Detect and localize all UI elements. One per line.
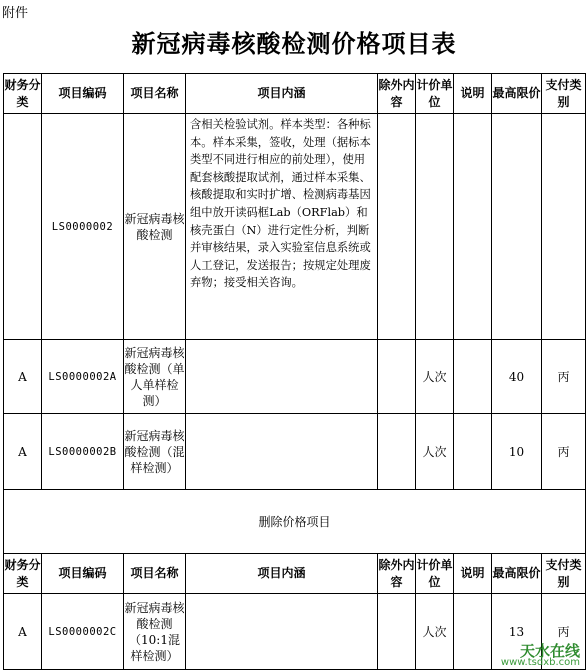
cell-content: 含相关检验试剂。样本类型：各种标本。样本采集，签收，处理（据标本类型不同进行相应的前处理），使用配套核酸提取试剂，通过样本采集、核酸提取和实时扩增、检测病毒基因组中放开读码框Lab（ORFlab）和核壳蛋白（N）进行定性分析，判断并审核结果，录入实验室信息系统或人工登记，发送报告；按规定处理废弃物；接受相关咨询。 bbox=[186, 114, 378, 340]
header-unit: 计价单位 bbox=[416, 554, 454, 594]
header-name: 项目名称 bbox=[124, 74, 186, 114]
header-name: 项目名称 bbox=[124, 554, 186, 594]
cell-pay: 丙 bbox=[542, 594, 586, 670]
cell-name: 新冠病毒核酸检测（混样检测） bbox=[124, 414, 186, 490]
cell-pay: 丙 bbox=[542, 414, 586, 490]
cell-content bbox=[186, 594, 378, 670]
cell-price: 13 bbox=[492, 594, 542, 670]
table-row bbox=[4, 414, 586, 490]
header-category: 财务分类 bbox=[4, 74, 42, 114]
table-row bbox=[4, 340, 586, 414]
cell-category: A bbox=[4, 594, 42, 670]
cell-content bbox=[186, 340, 378, 414]
header-unit: 计价单位 bbox=[416, 74, 454, 114]
watermark-site: www.tsdxb.com bbox=[500, 657, 580, 668]
header-pay: 支付类别 bbox=[542, 74, 586, 114]
cell-name: 新冠病毒核酸检测 bbox=[124, 114, 186, 340]
cell-price: 10 bbox=[492, 414, 542, 490]
header-excluded: 除外内容 bbox=[378, 74, 416, 114]
cell-name: 新冠病毒核酸检测（10:1混样检测） bbox=[124, 594, 186, 670]
cell-pay bbox=[542, 114, 586, 340]
cell-name: 新冠病毒核酸检测（单人单样检测） bbox=[124, 340, 186, 414]
header-price: 最高限价 bbox=[492, 74, 542, 114]
page-title: 新冠病毒核酸检测价格项目表 bbox=[131, 29, 457, 58]
header-note: 说明 bbox=[454, 74, 492, 114]
price-table bbox=[3, 73, 586, 670]
cell-category bbox=[4, 114, 42, 340]
cell-code: LS0000002C bbox=[42, 594, 124, 670]
header-content: 项目内涵 bbox=[186, 554, 378, 594]
watermark-logo bbox=[500, 642, 580, 668]
cell-content bbox=[186, 414, 378, 490]
cell-category: A bbox=[4, 414, 42, 490]
cell-excluded bbox=[378, 114, 416, 340]
cell-unit: 人次 bbox=[416, 414, 454, 490]
cell-price: 40 bbox=[492, 340, 542, 414]
cell-note bbox=[454, 340, 492, 414]
attachment-label: 附件 bbox=[2, 6, 29, 21]
header-code: 项目编码 bbox=[42, 74, 124, 114]
table-row bbox=[4, 114, 586, 340]
deleted-section-label: 删除价格项目 bbox=[4, 490, 586, 554]
cell-note bbox=[454, 414, 492, 490]
cell-unit bbox=[416, 114, 454, 340]
watermark-brand: 天水在线 bbox=[519, 642, 580, 660]
cell-code: LS0000002A bbox=[42, 340, 124, 414]
cell-pay: 丙 bbox=[542, 340, 586, 414]
header-price: 最高限价 bbox=[492, 554, 542, 594]
cell-unit: 人次 bbox=[416, 340, 454, 414]
header-excluded: 除外内容 bbox=[378, 554, 416, 594]
table-header-row bbox=[4, 554, 586, 594]
cell-excluded bbox=[378, 594, 416, 670]
header-note: 说明 bbox=[454, 554, 492, 594]
cell-note bbox=[454, 114, 492, 340]
cell-unit: 人次 bbox=[416, 594, 454, 670]
cell-code: LS0000002 bbox=[42, 114, 124, 340]
cell-code: LS0000002B bbox=[42, 414, 124, 490]
header-pay: 支付类别 bbox=[542, 554, 586, 594]
header-code: 项目编码 bbox=[42, 554, 124, 594]
table-row bbox=[4, 594, 586, 670]
header-content: 项目内涵 bbox=[186, 74, 378, 114]
cell-excluded bbox=[378, 340, 416, 414]
cell-category: A bbox=[4, 340, 42, 414]
cell-note bbox=[454, 594, 492, 670]
header-category: 财务分类 bbox=[4, 554, 42, 594]
deleted-section-row bbox=[4, 490, 586, 554]
cell-excluded bbox=[378, 414, 416, 490]
cell-price bbox=[492, 114, 542, 340]
table-header-row bbox=[4, 74, 586, 114]
